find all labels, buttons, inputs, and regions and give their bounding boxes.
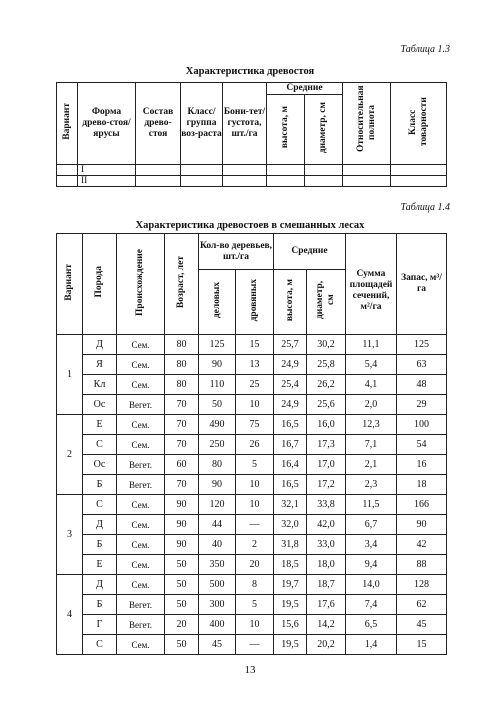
table-row (57, 495, 447, 515)
variant-cell: 1 (57, 335, 83, 415)
diameter-cell: 25,8 (307, 355, 346, 375)
firewood-cell: 20 (236, 555, 274, 575)
height-cell: 25,4 (274, 375, 307, 395)
species-cell: Д (83, 515, 117, 535)
t13-header-class: Класс товарности (391, 83, 447, 165)
firewood-cell: 25 (236, 375, 274, 395)
t13-header-height: высота, м (267, 95, 305, 165)
height-cell: 16,7 (274, 435, 307, 455)
age-cell: 60 (165, 455, 199, 475)
t13-header-composition: Состав древо-стоя (136, 83, 181, 165)
firewood-cell: 13 (236, 355, 274, 375)
age-cell: 70 (165, 395, 199, 415)
origin-cell: Вегет. (117, 475, 165, 495)
diameter-cell: 17,3 (307, 435, 346, 455)
origin-cell: Вегет. (117, 615, 165, 635)
species-cell: Б (83, 475, 117, 495)
origin-cell: Сем. (117, 415, 165, 435)
diameter-cell: 18,7 (307, 575, 346, 595)
age-cell: 20 (165, 615, 199, 635)
height-cell: 18,5 (274, 555, 307, 575)
diameter-cell: 18,0 (307, 555, 346, 575)
basal-cell: 2,1 (346, 455, 397, 475)
basal-cell: 4,1 (346, 375, 397, 395)
table-1-3-title: Характеристика древостоя (185, 66, 315, 77)
stock-cell: 100 (397, 415, 447, 435)
variant-cell: 2 (57, 415, 83, 495)
basal-cell: 14,0 (346, 575, 397, 595)
variant-cell: 4 (57, 575, 83, 655)
t13-row-label: I (78, 165, 136, 176)
age-cell: 50 (165, 555, 199, 575)
firewood-cell: 5 (236, 455, 274, 475)
height-cell: 32,0 (274, 515, 307, 535)
commercial-cell: 500 (199, 575, 236, 595)
origin-cell: Сем. (117, 435, 165, 455)
commercial-cell: 90 (199, 355, 236, 375)
species-cell: Е (83, 555, 117, 575)
t13-header-averages: Средние (267, 83, 343, 95)
basal-cell: 2,3 (346, 475, 397, 495)
basal-cell: 11,1 (346, 335, 397, 355)
age-cell: 50 (165, 595, 199, 615)
stock-cell: 15 (397, 635, 447, 655)
page-number: 13 (244, 664, 256, 676)
t13-header-variant: Вариант (57, 83, 78, 165)
stock-cell: 63 (397, 355, 447, 375)
commercial-cell: 125 (199, 335, 236, 355)
t14-header-age: Возраст, лет (165, 234, 199, 335)
stock-cell: 18 (397, 475, 447, 495)
t14-header-count: Кол-во деревьев, шт./га (199, 234, 274, 270)
origin-cell: Сем. (117, 495, 165, 515)
table-row (57, 375, 447, 395)
stock-cell: 16 (397, 455, 447, 475)
species-cell: Я (83, 355, 117, 375)
species-cell: Д (83, 575, 117, 595)
age-cell: 70 (165, 415, 199, 435)
table-row (57, 515, 447, 535)
origin-cell: Сем. (117, 635, 165, 655)
origin-cell: Сем. (117, 575, 165, 595)
basal-cell: 5,4 (346, 355, 397, 375)
age-cell: 90 (165, 495, 199, 515)
firewood-cell: 75 (236, 415, 274, 435)
table-row (57, 615, 447, 635)
stock-cell: 166 (397, 495, 447, 515)
firewood-cell: 5 (236, 595, 274, 615)
t13-row-label: II (78, 176, 136, 187)
origin-cell: Сем. (117, 555, 165, 575)
table-row (57, 475, 447, 495)
age-cell: 90 (165, 515, 199, 535)
basal-cell: 7,4 (346, 595, 397, 615)
species-cell: Е (83, 415, 117, 435)
commercial-cell: 80 (199, 455, 236, 475)
basal-cell: 7,1 (346, 435, 397, 455)
height-cell: 25,7 (274, 335, 307, 355)
table-row (57, 595, 447, 615)
species-cell: Г (83, 615, 117, 635)
diameter-cell: 26,2 (307, 375, 346, 395)
age-cell: 90 (165, 535, 199, 555)
t13-header-form: Форма древо-стоя/ ярусы (78, 83, 136, 165)
basal-cell: 6,7 (346, 515, 397, 535)
diameter-cell: 33,0 (307, 535, 346, 555)
table-1-4-title: Характеристика древостоев в смешанных лесах (135, 220, 365, 231)
age-cell: 50 (165, 635, 199, 655)
stock-cell: 42 (397, 535, 447, 555)
age-cell: 70 (165, 475, 199, 495)
origin-cell: Сем. (117, 535, 165, 555)
commercial-cell: 300 (199, 595, 236, 615)
height-cell: 32,1 (274, 495, 307, 515)
diameter-cell: 42,0 (307, 515, 346, 535)
commercial-cell: 250 (199, 435, 236, 455)
height-cell: 31,8 (274, 535, 307, 555)
table-row (57, 355, 447, 375)
stock-cell: 48 (397, 375, 447, 395)
t14-header-diameter: диаметр, см (307, 270, 346, 335)
table-row (57, 335, 447, 355)
stock-cell: 54 (397, 435, 447, 455)
origin-cell: Сем. (117, 375, 165, 395)
height-cell: 19,5 (274, 635, 307, 655)
diameter-cell: 25,6 (307, 395, 346, 415)
table-row (57, 635, 447, 655)
firewood-cell: — (236, 635, 274, 655)
commercial-cell: 50 (199, 395, 236, 415)
t13-header-diameter: диаметр, см (305, 95, 343, 165)
table-row (57, 575, 447, 595)
species-cell: Д (83, 335, 117, 355)
origin-cell: Сем. (117, 355, 165, 375)
origin-cell: Вегет. (117, 395, 165, 415)
table-1-3-caption: Таблица 1.3 (400, 44, 450, 55)
height-cell: 24,9 (274, 355, 307, 375)
age-cell: 80 (165, 355, 199, 375)
species-cell: Кл (83, 375, 117, 395)
t14-header-commercial: деловых (199, 270, 236, 335)
t14-header-height: высота, м (274, 270, 307, 335)
species-cell: С (83, 495, 117, 515)
origin-cell: Сем. (117, 515, 165, 535)
diameter-cell: 17,0 (307, 455, 346, 475)
t14-header-averages: Средние (274, 234, 346, 270)
commercial-cell: 40 (199, 535, 236, 555)
diameter-cell: 17,6 (307, 595, 346, 615)
diameter-cell: 20,2 (307, 635, 346, 655)
diameter-cell: 14,2 (307, 615, 346, 635)
age-cell: 80 (165, 375, 199, 395)
firewood-cell: 10 (236, 615, 274, 635)
firewood-cell: 15 (236, 335, 274, 355)
table-row (57, 435, 447, 455)
commercial-cell: 110 (199, 375, 236, 395)
table-row (57, 165, 447, 176)
origin-cell: Вегет. (117, 455, 165, 475)
age-cell: 80 (165, 335, 199, 355)
firewood-cell: 8 (236, 575, 274, 595)
origin-cell: Вегет. (117, 595, 165, 615)
height-cell: 16,4 (274, 455, 307, 475)
height-cell: 16,5 (274, 475, 307, 495)
height-cell: 19,7 (274, 575, 307, 595)
basal-cell: 3,4 (346, 535, 397, 555)
firewood-cell: 10 (236, 395, 274, 415)
t14-header-origin: Происхождение (117, 234, 165, 335)
t14-header-species: Порода (83, 234, 117, 335)
stock-cell: 128 (397, 575, 447, 595)
table-row (57, 395, 447, 415)
species-cell: Ос (83, 395, 117, 415)
table-row (57, 415, 447, 435)
species-cell: Ос (83, 455, 117, 475)
diameter-cell: 30,2 (307, 335, 346, 355)
height-cell: 15,6 (274, 615, 307, 635)
basal-cell: 6,5 (346, 615, 397, 635)
basal-cell: 2,0 (346, 395, 397, 415)
stock-cell: 88 (397, 555, 447, 575)
commercial-cell: 44 (199, 515, 236, 535)
basal-cell: 12,3 (346, 415, 397, 435)
age-cell: 70 (165, 435, 199, 455)
t14-header-firewood: дровяных (236, 270, 274, 335)
firewood-cell: 2 (236, 535, 274, 555)
t13-header-density: Относительная полнота (343, 83, 391, 165)
t14-header-variant: Вариант (57, 234, 83, 335)
diameter-cell: 33,8 (307, 495, 346, 515)
commercial-cell: 120 (199, 495, 236, 515)
basal-cell: 1,4 (346, 635, 397, 655)
table-1-4-caption: Таблица 1.4 (400, 202, 450, 213)
table-row (57, 455, 447, 475)
variant-cell: 3 (57, 495, 83, 575)
species-cell: Б (83, 595, 117, 615)
diameter-cell: 17,2 (307, 475, 346, 495)
stock-cell: 45 (397, 615, 447, 635)
table-row (57, 176, 447, 187)
height-cell: 16,5 (274, 415, 307, 435)
commercial-cell: 490 (199, 415, 236, 435)
species-cell: С (83, 635, 117, 655)
height-cell: 24,9 (274, 395, 307, 415)
commercial-cell: 45 (199, 635, 236, 655)
t13-header-age-class: Класс/ группа воз-раста (181, 83, 223, 165)
basal-cell: 11,5 (346, 495, 397, 515)
age-cell: 50 (165, 575, 199, 595)
stock-cell: 62 (397, 595, 447, 615)
height-cell: 19,5 (274, 595, 307, 615)
stock-cell: 29 (397, 395, 447, 415)
diameter-cell: 16,0 (307, 415, 346, 435)
commercial-cell: 90 (199, 475, 236, 495)
table-1-4 (56, 233, 447, 655)
species-cell: Б (83, 535, 117, 555)
firewood-cell: 10 (236, 475, 274, 495)
firewood-cell: 26 (236, 435, 274, 455)
t14-header-basal: Сумма площадей сечений, м²/га (346, 234, 397, 335)
origin-cell: Сем. (117, 335, 165, 355)
t13-header-bonitet: Бони-тет/ густота, шт./га (223, 83, 267, 165)
t14-header-stock: Запас, м³/га (397, 234, 447, 335)
table-row (57, 535, 447, 555)
table-1-3 (56, 82, 447, 187)
table-row (57, 555, 447, 575)
stock-cell: 125 (397, 335, 447, 355)
species-cell: С (83, 435, 117, 455)
basal-cell: 9,4 (346, 555, 397, 575)
stock-cell: 90 (397, 515, 447, 535)
firewood-cell: — (236, 515, 274, 535)
commercial-cell: 400 (199, 615, 236, 635)
firewood-cell: 10 (236, 495, 274, 515)
commercial-cell: 350 (199, 555, 236, 575)
